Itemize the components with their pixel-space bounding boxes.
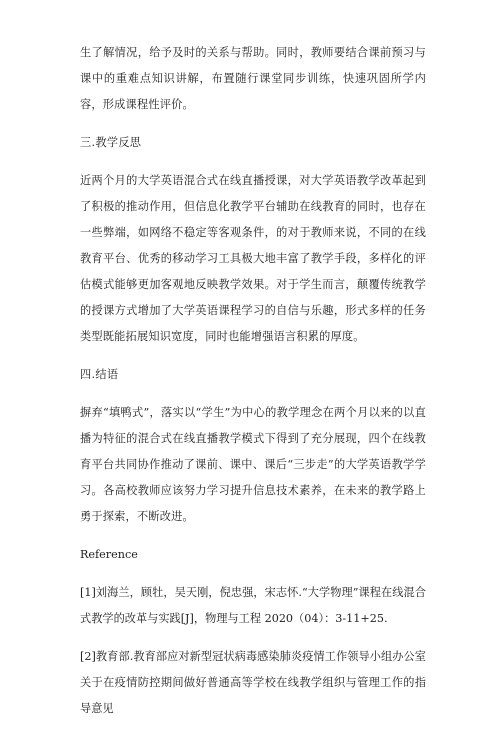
reflection-paragraph: 近两个月的大学英语混合式在线直播授课，对大学英语教学改革起到了积极的推动作用，但信息化教学平台辅助在线教育的同时，也存在一些弊端，如网络不稳定等客观条件，的对于教师来说，不同的在线教育平台、优秀的移动学习工具极大地丰富了教学手段，多样化的评估模式能够更加客观地反映教学效果。对于学生而言，颠覆传统教学的授课方式增加了大学英语课程学习的自信与乐趣，形式多样的任务类型既能拓展知识宽度，同时也能增强语言积累的厚度。 [80,174,426,343]
continuation-paragraph: 生了解情况，给予及时的关系与帮助。同时，教师要结合课前预习与课中的重难点知识讲解，布置随行课堂同步训练，快速巩固所学内容，形成课程性评价。 [80,46,426,111]
reference-item-2: [2]教育部.教育部应对新型冠状病毒感染肺炎疫情工作领导小组办公室关于在疫情防控期间做好普通高等学校在线教学组织与管理工作的指导意见 [80,650,426,715]
conclusion-paragraph: 摒弃“填鸭式”，落实以“学生”为中心的教学理念在两个月以来的以直播为特征的混合式在线直播教学模式下得到了充分展现，四个在线教育平台共同协作推动了课前、课中、课后“三步走”的大学英语教学学习。各高校教师应该努力学习提升信息技术素养，在未来的教学路上勇于探索，不断改进。 [80,406,426,523]
document-page [80,40,426,734]
reference-item-1: [1]刘海兰，顾牡，吴天刚，倪忠强，宋志怀.“大学物理”课程在线混合式教学的改革与实践[J]，物理与工程 2020（04）：3-11+25. [80,586,426,625]
references-title: Reference [80,548,138,561]
section-heading-conclusion: 四.结语 [80,368,119,381]
section-heading-reflection: 三.教学反思 [80,136,142,149]
